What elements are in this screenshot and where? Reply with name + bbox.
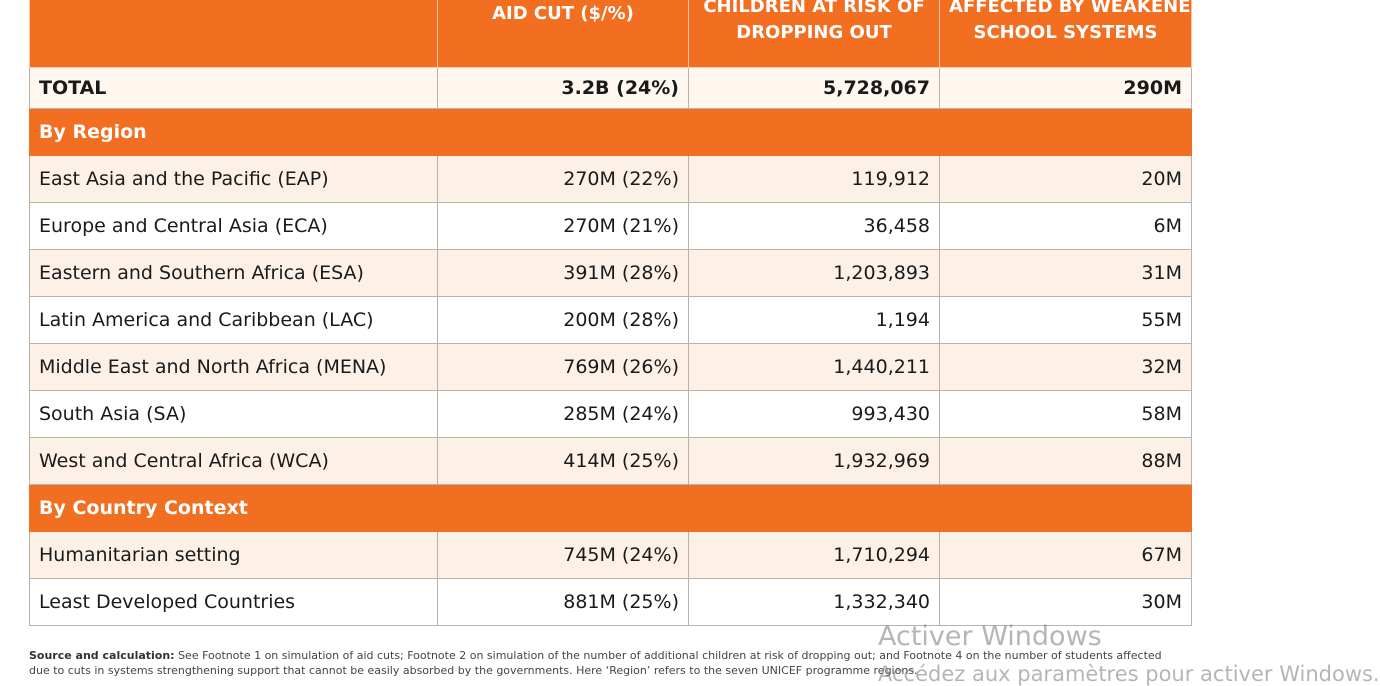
- total-row: [30, 68, 1192, 109]
- row-aid-cut: 270M (22%): [438, 156, 689, 203]
- header-dropout-line2: DROPPING OUT: [736, 22, 892, 43]
- row-label: Latin America and Caribbean (LAC): [30, 297, 438, 344]
- table-row: [30, 391, 1192, 438]
- row-label: Least Developed Countries: [30, 579, 438, 626]
- row-dropout: 1,710,294: [689, 532, 940, 579]
- table-row: [30, 344, 1192, 391]
- row-systems: 55M: [940, 297, 1192, 344]
- activate-windows-subtext: Accédez aux paramètres pour activer Windows.: [878, 662, 1380, 686]
- header-row: [30, 0, 1192, 68]
- table-row: [30, 250, 1192, 297]
- footnote-text: See Footnote 1 on simulation of aid cuts; Footnote 2 on simulation of the number of additional children at risk of dropping out; and Footnote 4 on the number of students affected due to cuts in systems strengthening support that cannot be easily absorbed by the governments. Here ‘Region’ refers to the seven UNICEF programme regions.: [29, 649, 1162, 677]
- header-dropout: [689, 0, 940, 68]
- table-row: [30, 438, 1192, 485]
- table-row: [30, 203, 1192, 250]
- row-aid-cut: 285M (24%): [438, 391, 689, 438]
- row-systems: 6M: [940, 203, 1192, 250]
- row-systems: 67M: [940, 532, 1192, 579]
- row-aid-cut: 414M (25%): [438, 438, 689, 485]
- row-systems: 32M: [940, 344, 1192, 391]
- row-label: Middle East and North Africa (MENA): [30, 344, 438, 391]
- row-label: Humanitarian setting: [30, 532, 438, 579]
- activate-windows-watermark: Activer Windows: [878, 621, 1102, 652]
- total-systems: 290M: [940, 68, 1192, 109]
- row-dropout: 1,194: [689, 297, 940, 344]
- row-aid-cut: 769M (26%): [438, 344, 689, 391]
- total-dropout: 5,728,067: [689, 68, 940, 109]
- row-aid-cut: 270M (21%): [438, 203, 689, 250]
- results-table: [29, 0, 1206, 626]
- header-dropout-line1: CHILDREN AT RISK OF: [703, 0, 925, 17]
- header-systems-line2: SCHOOL SYSTEMS: [973, 22, 1158, 43]
- row-label: Europe and Central Asia (ECA): [30, 203, 438, 250]
- header-systems-line1: AFFECTED BY WEAKENED: [949, 0, 1206, 17]
- row-dropout: 36,458: [689, 203, 940, 250]
- row-dropout: 1,332,340: [689, 579, 940, 626]
- section-row-region: [30, 109, 1192, 156]
- row-dropout: 119,912: [689, 156, 940, 203]
- row-systems: 58M: [940, 391, 1192, 438]
- row-dropout: 993,430: [689, 391, 940, 438]
- table-row: [30, 532, 1192, 579]
- row-dropout: 1,932,969: [689, 438, 940, 485]
- section-label-context: By Country Context: [30, 485, 1192, 532]
- row-dropout: 1,203,893: [689, 250, 940, 297]
- row-label: West and Central Africa (WCA): [30, 438, 438, 485]
- footnote-lead: Source and calculation:: [29, 649, 175, 662]
- row-systems: 31M: [940, 250, 1192, 297]
- section-label-region: By Region: [30, 109, 1192, 156]
- row-label: South Asia (SA): [30, 391, 438, 438]
- header-aid-cut: [438, 0, 689, 68]
- row-dropout: 1,440,211: [689, 344, 940, 391]
- row-label: East Asia and the Pacific (EAP): [30, 156, 438, 203]
- section-row-context: [30, 485, 1192, 532]
- table-row: [30, 579, 1192, 626]
- table-row: [30, 297, 1192, 344]
- row-aid-cut: 881M (25%): [438, 579, 689, 626]
- row-label: Eastern and Southern Africa (ESA): [30, 250, 438, 297]
- header-systems: [940, 0, 1206, 68]
- header-aid-cut-label: AID CUT ($/%): [492, 3, 634, 24]
- row-systems: 20M: [940, 156, 1192, 203]
- row-systems: 88M: [940, 438, 1192, 485]
- row-aid-cut: 200M (28%): [438, 297, 689, 344]
- row-aid-cut: 745M (24%): [438, 532, 689, 579]
- row-aid-cut: 391M (28%): [438, 250, 689, 297]
- total-label: TOTAL: [30, 68, 438, 109]
- table-row: [30, 156, 1192, 203]
- header-blank: [30, 0, 438, 68]
- total-aid-cut: 3.2B (24%): [438, 68, 689, 109]
- row-systems: 30M: [940, 579, 1192, 626]
